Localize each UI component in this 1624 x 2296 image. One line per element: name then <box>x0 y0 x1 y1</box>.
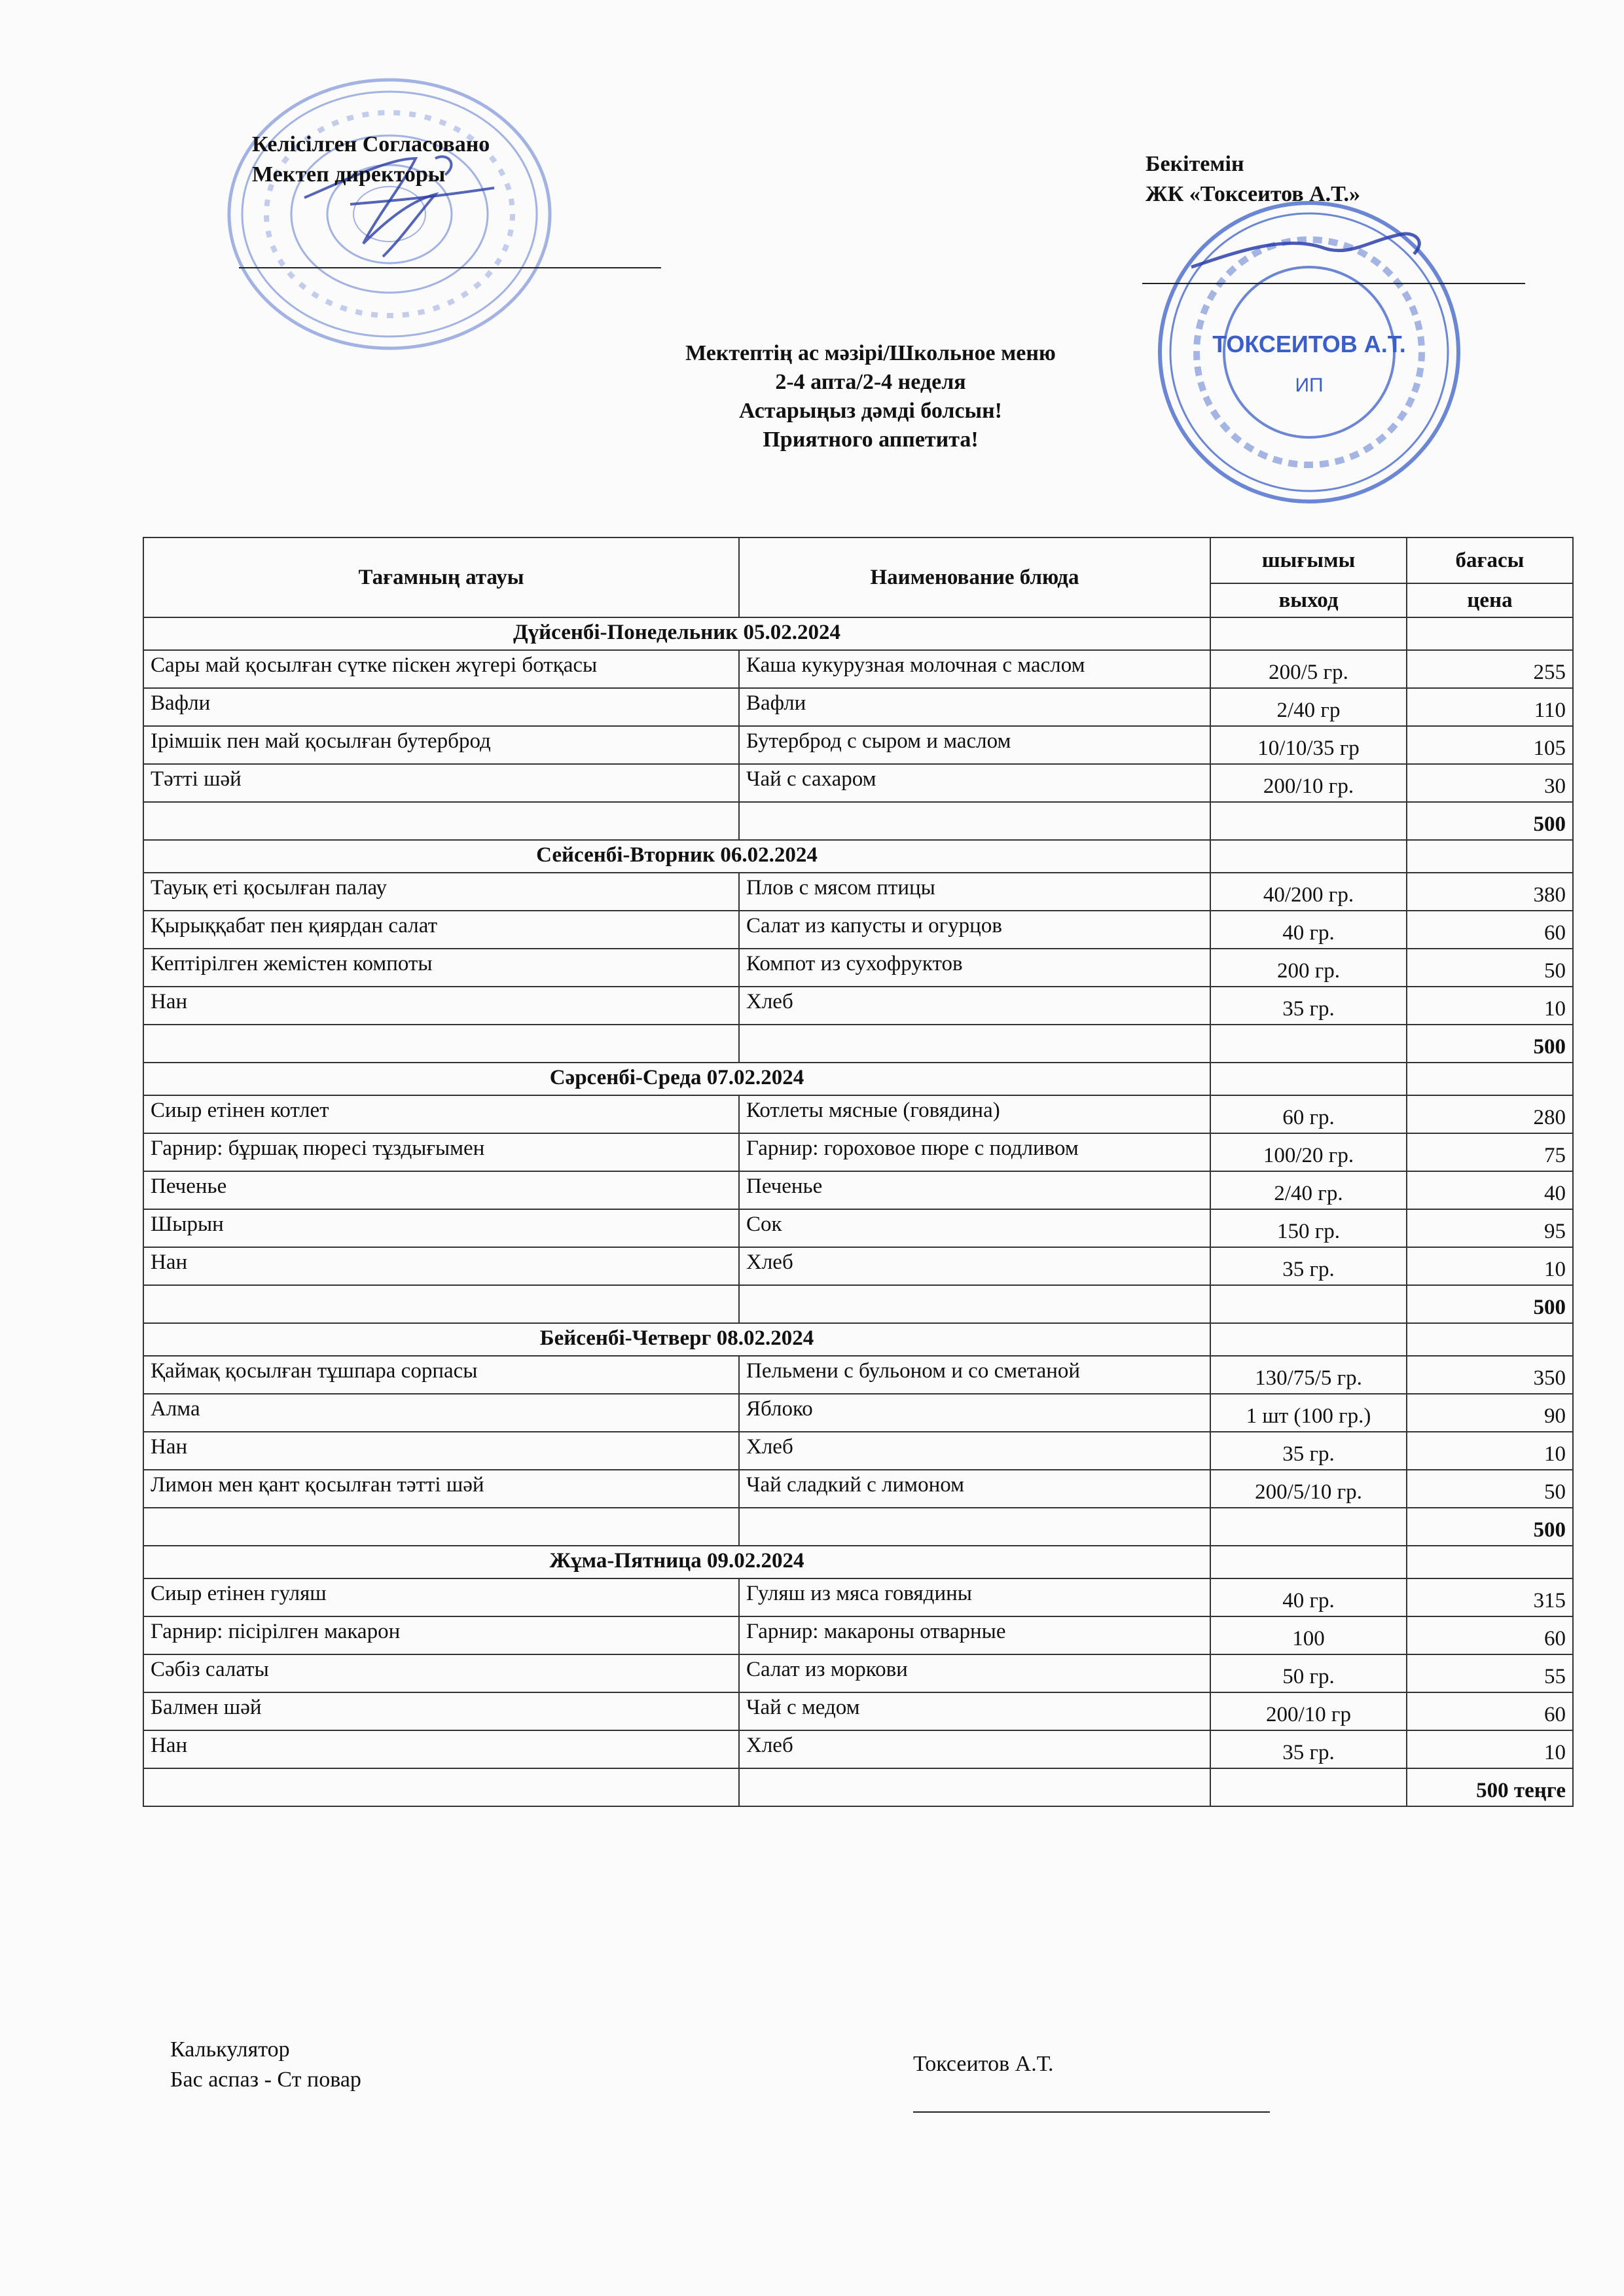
day-total-row <box>143 1768 1573 1806</box>
dish-price: 280 <box>1407 1095 1573 1133</box>
total-empty-ru <box>739 1508 1210 1546</box>
dish-name-kz: Нан <box>143 1247 739 1285</box>
table-row <box>143 1578 1573 1616</box>
dish-name-kz: Лимон мен қант қосылған тәтті шәй <box>143 1470 739 1508</box>
day-title: Бейсенбі-Четверг 08.02.2024 <box>143 1323 1210 1356</box>
dish-name-ru: Хлеб <box>739 1247 1210 1285</box>
dish-price: 10 <box>1407 987 1573 1025</box>
dish-price: 30 <box>1407 764 1573 802</box>
dish-name-kz: Нан <box>143 1432 739 1470</box>
day-total-row <box>143 802 1573 840</box>
approval-left-line1: Келісілген Согласовано <box>252 132 490 156</box>
day-title: Жұма-Пятница 09.02.2024 <box>143 1546 1210 1578</box>
table-row <box>143 1432 1573 1470</box>
dish-price: 110 <box>1407 688 1573 726</box>
dish-name-kz: Нан <box>143 987 739 1025</box>
table-row <box>143 1095 1573 1133</box>
dish-name-ru: Гуляш из мяса говядины <box>739 1578 1210 1616</box>
total-empty-kz <box>143 1025 739 1063</box>
day-title-output-empty <box>1210 1323 1407 1356</box>
dish-name-kz: Нан <box>143 1730 739 1768</box>
dish-name-kz: Қаймақ қосылған тұшпара сорпасы <box>143 1356 739 1394</box>
day-total: 500 <box>1407 1508 1573 1546</box>
title-line4: Приятного аппетита! <box>763 428 979 452</box>
day-title-price-empty <box>1407 840 1573 873</box>
table-row <box>143 764 1573 802</box>
total-empty-ru <box>739 1025 1210 1063</box>
table-row <box>143 1247 1573 1285</box>
table-row <box>143 1133 1573 1171</box>
day-title-price-empty <box>1407 617 1573 650</box>
dish-name-ru: Компот из сухофруктов <box>739 949 1210 987</box>
dish-name-ru: Пельмени с бульоном и со сметаной <box>739 1356 1210 1394</box>
dish-name-ru: Сок <box>739 1209 1210 1247</box>
dish-price: 40 <box>1407 1171 1573 1209</box>
dish-name-ru: Печенье <box>739 1171 1210 1209</box>
dish-name-kz: Сары май қосылған сүтке піскен жүгері ботқасы <box>143 650 739 688</box>
dish-price: 10 <box>1407 1432 1573 1470</box>
footer-left <box>170 2035 361 2095</box>
total-empty-output <box>1210 1508 1407 1546</box>
dish-name-kz: Тәтті шәй <box>143 764 739 802</box>
total-empty-ru <box>739 1285 1210 1323</box>
dish-price: 60 <box>1407 1616 1573 1654</box>
dish-price: 105 <box>1407 726 1573 764</box>
dish-output: 40 гр. <box>1210 1578 1407 1616</box>
dish-name-kz: Тауық еті қосылған палау <box>143 873 739 911</box>
approval-right-line2: ЖК «Токсеитов А.Т.» <box>1146 182 1360 206</box>
dish-name-kz: Печенье <box>143 1171 739 1209</box>
dish-output: 200/5/10 гр. <box>1210 1470 1407 1508</box>
day-header-row <box>143 1063 1573 1095</box>
dish-name-kz: Гарнир: пісірілген макарон <box>143 1616 739 1654</box>
dish-name-kz: Алма <box>143 1394 739 1432</box>
total-empty-ru <box>739 1768 1210 1806</box>
approval-right-line1: Бекітемін <box>1146 152 1244 176</box>
day-title: Сәрсенбі-Среда 07.02.2024 <box>143 1063 1210 1095</box>
dish-name-ru: Хлеб <box>739 1730 1210 1768</box>
day-title-price-empty <box>1407 1323 1573 1356</box>
table-row <box>143 1692 1573 1730</box>
footer-signature-line <box>913 2111 1270 2113</box>
day-total: 500 <box>1407 802 1573 840</box>
day-total-row <box>143 1025 1573 1063</box>
menu-title <box>576 339 1165 454</box>
dish-name-ru: Вафли <box>739 688 1210 726</box>
total-empty-kz <box>143 802 739 840</box>
day-title-output-empty <box>1210 617 1407 650</box>
dish-name-kz: Сәбіз салаты <box>143 1654 739 1692</box>
stamp-right-sub: ИП <box>1295 374 1324 396</box>
table-row <box>143 873 1573 911</box>
dish-output: 35 гр. <box>1210 1432 1407 1470</box>
day-title: Сейсенбі-Вторник 06.02.2024 <box>143 840 1210 873</box>
dish-name-ru: Гарнир: гороховое пюре с подливом <box>739 1133 1210 1171</box>
day-total: 500 <box>1407 1025 1573 1063</box>
table-row <box>143 1356 1573 1394</box>
dish-name-ru: Чай с сахаром <box>739 764 1210 802</box>
dish-price: 60 <box>1407 911 1573 949</box>
table-row <box>143 987 1573 1025</box>
dish-output: 150 гр. <box>1210 1209 1407 1247</box>
table-row <box>143 949 1573 987</box>
dish-name-ru: Салат из капусты и огурцов <box>739 911 1210 949</box>
day-total-row <box>143 1285 1573 1323</box>
dish-name-ru: Чай с медом <box>739 1692 1210 1730</box>
dish-name-kz: Гарнир: бұршақ пюресі тұздығымен <box>143 1133 739 1171</box>
day-header-row <box>143 1323 1573 1356</box>
dish-name-kz: Сиыр етінен гуляш <box>143 1578 739 1616</box>
dish-name-ru: Хлеб <box>739 1432 1210 1470</box>
dish-output: 40 гр. <box>1210 911 1407 949</box>
dish-output: 200 гр. <box>1210 949 1407 987</box>
dish-output: 60 гр. <box>1210 1095 1407 1133</box>
day-header-row <box>143 1546 1573 1578</box>
total-empty-output <box>1210 1025 1407 1063</box>
dish-name-kz: Кептірілген жемістен компоты <box>143 949 739 987</box>
header-output-kz: шығымы <box>1210 538 1407 583</box>
dish-price: 380 <box>1407 873 1573 911</box>
dish-output: 200/5 гр. <box>1210 650 1407 688</box>
dish-name-kz: Шырын <box>143 1209 739 1247</box>
signature-line-left <box>239 267 661 268</box>
dish-output: 200/10 гр. <box>1210 764 1407 802</box>
dish-output: 100 <box>1210 1616 1407 1654</box>
approval-left-line2: Мектеп директоры <box>252 162 446 187</box>
footer-calculator: Калькулятор <box>170 2037 290 2062</box>
day-total: 500 <box>1407 1285 1573 1323</box>
dish-name-ru: Котлеты мясные (говядина) <box>739 1095 1210 1133</box>
stamp-right-name: ТОКСЕИТОВ А.Т. <box>1212 331 1406 357</box>
menu-table <box>143 537 1574 1807</box>
dish-price: 350 <box>1407 1356 1573 1394</box>
school-seal-stamp <box>219 60 560 361</box>
dish-price: 10 <box>1407 1730 1573 1768</box>
dish-price: 255 <box>1407 650 1573 688</box>
dish-price: 95 <box>1407 1209 1573 1247</box>
header-name-ru: Наименование блюда <box>739 538 1210 617</box>
total-empty-kz <box>143 1508 739 1546</box>
dish-output: 10/10/35 гр <box>1210 726 1407 764</box>
table-row <box>143 1654 1573 1692</box>
dish-price: 60 <box>1407 1692 1573 1730</box>
dish-name-kz: Балмен шәй <box>143 1692 739 1730</box>
header-name-kz: Тағамның атауы <box>143 538 739 617</box>
dish-price: 75 <box>1407 1133 1573 1171</box>
total-empty-kz <box>143 1285 739 1323</box>
dish-name-ru: Хлеб <box>739 987 1210 1025</box>
dish-name-ru: Чай сладкий с лимоном <box>739 1470 1210 1508</box>
table-row <box>143 1209 1573 1247</box>
table-row <box>143 688 1573 726</box>
header-price-kz: бағасы <box>1407 538 1573 583</box>
dish-output: 2/40 гр. <box>1210 1171 1407 1209</box>
table-row <box>143 1394 1573 1432</box>
signature-line-right <box>1142 283 1525 284</box>
day-total-row <box>143 1508 1573 1546</box>
dish-price: 315 <box>1407 1578 1573 1616</box>
dish-name-kz: Сиыр етінен котлет <box>143 1095 739 1133</box>
day-title-output-empty <box>1210 840 1407 873</box>
dish-output: 40/200 гр. <box>1210 873 1407 911</box>
dish-name-ru: Плов с мясом птицы <box>739 873 1210 911</box>
total-empty-ru <box>739 802 1210 840</box>
dish-name-ru: Салат из моркови <box>739 1654 1210 1692</box>
table-row <box>143 1470 1573 1508</box>
dish-name-ru: Гарнир: макароны отварные <box>739 1616 1210 1654</box>
dish-output: 1 шт (100 гр.) <box>1210 1394 1407 1432</box>
dish-name-kz: Вафли <box>143 688 739 726</box>
table-row <box>143 726 1573 764</box>
dish-price: 50 <box>1407 949 1573 987</box>
dish-output: 200/10 гр <box>1210 1692 1407 1730</box>
header-output-ru: выход <box>1210 583 1407 617</box>
dish-name-ru: Яблоко <box>739 1394 1210 1432</box>
table-row <box>143 1616 1573 1654</box>
day-total: 500 теңге <box>1407 1768 1573 1806</box>
table-row <box>143 1730 1573 1768</box>
dish-name-ru: Каша кукурузная молочная с маслом <box>739 650 1210 688</box>
day-header-row <box>143 840 1573 873</box>
day-title-price-empty <box>1407 1063 1573 1095</box>
total-empty-output <box>1210 1285 1407 1323</box>
footer-chef: Бас аспаз - Ст повар <box>170 2068 361 2092</box>
day-title-price-empty <box>1407 1546 1573 1578</box>
title-line1: Мектептің ас мәзірі/Школьное меню <box>685 341 1056 365</box>
approval-left <box>252 130 490 190</box>
dish-price: 50 <box>1407 1470 1573 1508</box>
day-header-row <box>143 617 1573 650</box>
entrepreneur-seal-stamp <box>1152 195 1466 509</box>
dish-output: 50 гр. <box>1210 1654 1407 1692</box>
title-line2: 2-4 апта/2-4 неделя <box>775 370 966 394</box>
dish-output: 35 гр. <box>1210 1730 1407 1768</box>
dish-name-kz: Ірімшік пен май қосылған бутерброд <box>143 726 739 764</box>
title-line3: Астарыңыз дәмді болсын! <box>739 399 1002 423</box>
dish-price: 90 <box>1407 1394 1573 1432</box>
day-title: Дүйсенбі-Понедельник 05.02.2024 <box>143 617 1210 650</box>
dish-output: 35 гр. <box>1210 987 1407 1025</box>
dish-output: 130/75/5 гр. <box>1210 1356 1407 1394</box>
total-empty-output <box>1210 1768 1407 1806</box>
dish-price: 55 <box>1407 1654 1573 1692</box>
table-row <box>143 1171 1573 1209</box>
day-title-output-empty <box>1210 1063 1407 1095</box>
dish-name-kz: Қырыққабат пен қиярдан салат <box>143 911 739 949</box>
table-row <box>143 911 1573 949</box>
dish-name-ru: Бутерброд с сыром и маслом <box>739 726 1210 764</box>
approval-right <box>1146 149 1360 210</box>
dish-price: 10 <box>1407 1247 1573 1285</box>
total-empty-output <box>1210 802 1407 840</box>
footer-right-name: Токсеитов А.Т. <box>913 2052 1054 2076</box>
header-price-ru: цена <box>1407 583 1573 617</box>
dish-output: 2/40 гр <box>1210 688 1407 726</box>
menu-body <box>143 617 1573 1806</box>
table-row <box>143 650 1573 688</box>
day-title-output-empty <box>1210 1546 1407 1578</box>
dish-output: 35 гр. <box>1210 1247 1407 1285</box>
total-empty-kz <box>143 1768 739 1806</box>
dish-output: 100/20 гр. <box>1210 1133 1407 1171</box>
